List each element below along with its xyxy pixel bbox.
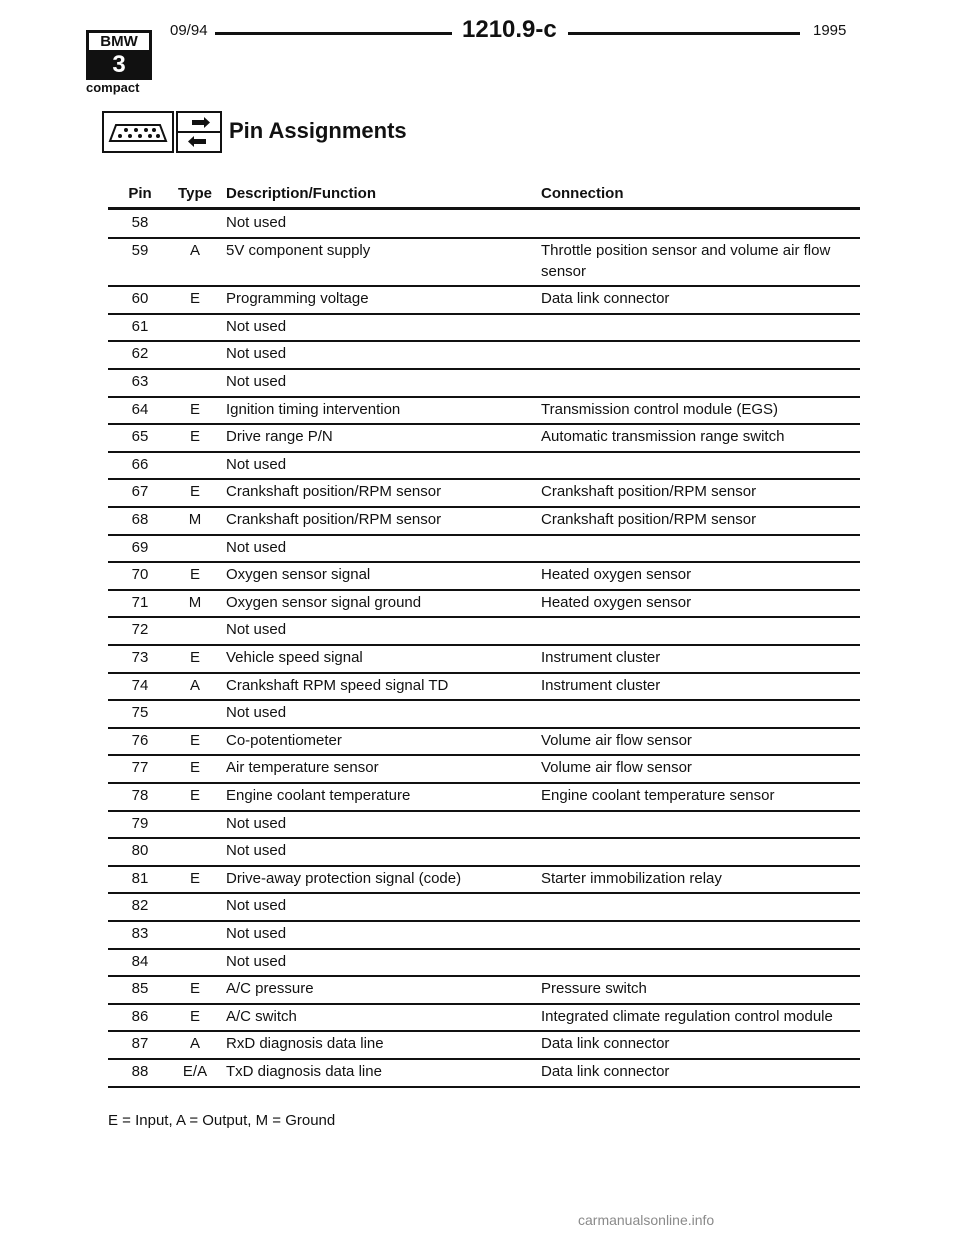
- pin-description: Not used: [226, 814, 287, 832]
- row-divider: [108, 478, 860, 480]
- row-divider: [108, 865, 860, 867]
- pin-description: Not used: [226, 455, 287, 473]
- pin-description: Not used: [226, 214, 287, 231]
- pin-connection: Engine coolant temperature sensor: [541, 787, 775, 804]
- pin-description: Not used: [226, 538, 287, 556]
- pin-connection: Heated oxygen sensor: [541, 566, 692, 584]
- pin-number: 75: [131, 704, 149, 722]
- pin-type: M: [188, 511, 202, 528]
- pin-type: A: [189, 676, 200, 694]
- pin-description: Not used: [226, 952, 287, 970]
- pin-description: 5V component supply: [226, 241, 371, 259]
- pin-type: E: [189, 787, 200, 804]
- pin-type: E/A: [182, 1063, 208, 1080]
- pin-number: 85: [131, 980, 149, 998]
- pin-connection: Instrument cluster: [541, 649, 661, 666]
- row-divider: [108, 285, 860, 287]
- row-divider: [108, 561, 860, 563]
- row-divider: [108, 506, 860, 508]
- pin-number: 62: [131, 345, 149, 363]
- pin-number: 67: [131, 483, 149, 501]
- pin-number: 73: [131, 649, 149, 666]
- pin-description: Crankshaft RPM speed signal TD: [226, 676, 449, 694]
- logo-series: 3: [89, 53, 149, 77]
- row-divider: [108, 782, 860, 784]
- pin-number: 77: [131, 759, 149, 777]
- pin-number: 84: [131, 952, 149, 970]
- row-divider: [108, 423, 860, 425]
- pin-description: Crankshaft position/RPM sensor: [226, 511, 442, 528]
- pin-number: 81: [131, 869, 149, 887]
- bmw-3-logo: [86, 30, 152, 80]
- column-header-connection: Connection: [541, 185, 624, 202]
- row-divider: [108, 616, 860, 618]
- pin-connection: Transmission control module (EGS): [541, 400, 779, 418]
- row-divider: [108, 948, 860, 950]
- header-date: 09/94: [170, 22, 208, 39]
- pin-type: E: [189, 290, 200, 308]
- pin-description: Not used: [226, 345, 287, 363]
- pin-description: A/C pressure: [226, 980, 314, 998]
- pin-number: 58: [131, 214, 149, 231]
- pin-number: 63: [131, 373, 149, 390]
- row-divider: [108, 810, 860, 812]
- document-code: 1210.9-c: [462, 16, 557, 43]
- pin-description: Engine coolant temperature: [226, 787, 411, 804]
- pin-number: 82: [131, 897, 149, 915]
- pin-type: A: [189, 241, 200, 259]
- pin-description: Ignition timing intervention: [226, 400, 401, 418]
- row-divider: [108, 644, 860, 646]
- pin-description: Not used: [226, 373, 287, 390]
- pin-description: Air temperature sensor: [226, 759, 379, 777]
- pin-type: E: [189, 1007, 200, 1025]
- row-divider: [108, 368, 860, 370]
- row-divider: [108, 451, 860, 453]
- row-divider: [108, 975, 860, 977]
- type-legend: E = Input, A = Output, M = Ground: [108, 1112, 336, 1129]
- pin-description: Not used: [226, 621, 287, 639]
- pin-number: 83: [131, 925, 149, 942]
- pin-description: Oxygen sensor signal ground: [226, 593, 422, 611]
- pin-type: E: [189, 400, 200, 418]
- pin-type: E: [189, 759, 200, 777]
- logo-brand: BMW: [89, 33, 149, 53]
- pin-number: 76: [131, 731, 149, 749]
- pin-connection: Crankshaft position/RPM sensor: [541, 483, 757, 501]
- pin-type: E: [189, 428, 200, 446]
- pin-number: 72: [131, 621, 149, 639]
- pin-number: 70: [131, 566, 149, 584]
- pin-connection: Pressure switch: [541, 980, 647, 998]
- pin-description: Not used: [226, 897, 287, 915]
- pin-description: Not used: [226, 317, 287, 335]
- pin-description: Not used: [226, 842, 287, 860]
- pin-description: A/C switch: [226, 1007, 297, 1025]
- header-rule: [108, 207, 860, 210]
- pin-type: E: [189, 649, 200, 666]
- pin-type: M: [188, 593, 202, 611]
- pin-connection: Data link connector: [541, 290, 670, 308]
- pin-type: A: [189, 1035, 200, 1053]
- pin-number: 80: [131, 842, 149, 860]
- pin-connection: Volume air flow sensor: [541, 731, 692, 749]
- pin-connection: Data link connector: [541, 1063, 670, 1080]
- pin-description: Vehicle speed signal: [226, 649, 363, 666]
- pin-connection: Crankshaft position/RPM sensor: [541, 511, 757, 528]
- pin-connection: Data link connector: [541, 1035, 670, 1053]
- pin-connection: Heated oxygen sensor: [541, 593, 692, 611]
- row-divider: [108, 920, 860, 922]
- pin-description: Drive-away protection signal (code): [226, 869, 462, 887]
- pin-connection: Integrated climate regulation control module: [541, 1007, 833, 1025]
- pin-number: 68: [131, 511, 149, 528]
- pin-type: E: [189, 731, 200, 749]
- pin-number: 71: [131, 593, 149, 611]
- pin-number: 65: [131, 428, 149, 446]
- pin-number: 74: [131, 676, 149, 694]
- connector-icon: [102, 111, 174, 153]
- pin-description: Oxygen sensor signal: [226, 566, 371, 584]
- header-rule-right: [568, 32, 800, 35]
- pin-number: 78: [131, 787, 149, 804]
- row-divider: [108, 892, 860, 894]
- pin-type: E: [189, 980, 200, 998]
- row-divider: [108, 1086, 860, 1088]
- pin-connection: Starter immobilization relay: [541, 869, 722, 887]
- row-divider: [108, 699, 860, 701]
- row-divider: [108, 589, 860, 591]
- pin-type: E: [189, 869, 200, 887]
- pin-connection: Automatic transmission range switch: [541, 428, 785, 446]
- pin-description: TxD diagnosis data line: [226, 1063, 382, 1080]
- row-divider: [108, 396, 860, 398]
- watermark: carmanualsonline.info: [578, 1212, 715, 1228]
- pin-description: Not used: [226, 925, 287, 942]
- pin-description: Drive range P/N: [226, 428, 333, 446]
- pin-number: 69: [131, 538, 149, 556]
- pin-number: 66: [131, 455, 149, 473]
- row-divider: [108, 837, 860, 839]
- row-divider: [108, 1003, 860, 1005]
- pin-number: 60: [131, 290, 149, 308]
- row-divider: [108, 1058, 860, 1060]
- pin-number: 87: [131, 1035, 149, 1053]
- pin-number: 86: [131, 1007, 149, 1025]
- pin-connection: Instrument cluster: [541, 676, 661, 694]
- header-rule-left: [215, 32, 452, 35]
- pin-description: Not used: [226, 704, 287, 722]
- pin-description: Co-potentiometer: [226, 731, 342, 749]
- column-header-pin: Pin: [128, 185, 152, 202]
- row-divider: [108, 237, 860, 239]
- row-divider: [108, 534, 860, 536]
- pin-description: RxD diagnosis data line: [226, 1035, 384, 1053]
- pin-number: 79: [131, 814, 149, 832]
- row-divider: [108, 1030, 860, 1032]
- pin-description: Crankshaft position/RPM sensor: [226, 483, 442, 501]
- pin-connection: Volume air flow sensor: [541, 759, 692, 777]
- row-divider: [108, 672, 860, 674]
- row-divider: [108, 340, 860, 342]
- pin-number: 64: [131, 400, 149, 418]
- pin-number: 61: [131, 317, 149, 335]
- row-divider: [108, 727, 860, 729]
- pin-number: 59: [131, 241, 149, 259]
- column-header-type: Type: [178, 185, 212, 202]
- pin-connection: Throttle position sensor and volume air flow sensor: [541, 241, 831, 280]
- column-header-description: Description/Function: [226, 185, 376, 202]
- header-year: 1995: [813, 22, 847, 39]
- row-divider: [108, 754, 860, 756]
- pin-number: 88: [131, 1063, 149, 1080]
- logo-subtitle: compact: [86, 80, 140, 95]
- input-output-icon: [176, 111, 222, 153]
- section-title: Pin Assignments: [229, 118, 407, 143]
- pin-description: Programming voltage: [226, 290, 369, 308]
- row-divider: [108, 313, 860, 315]
- pin-type: E: [189, 483, 200, 501]
- pin-type: E: [189, 566, 200, 584]
